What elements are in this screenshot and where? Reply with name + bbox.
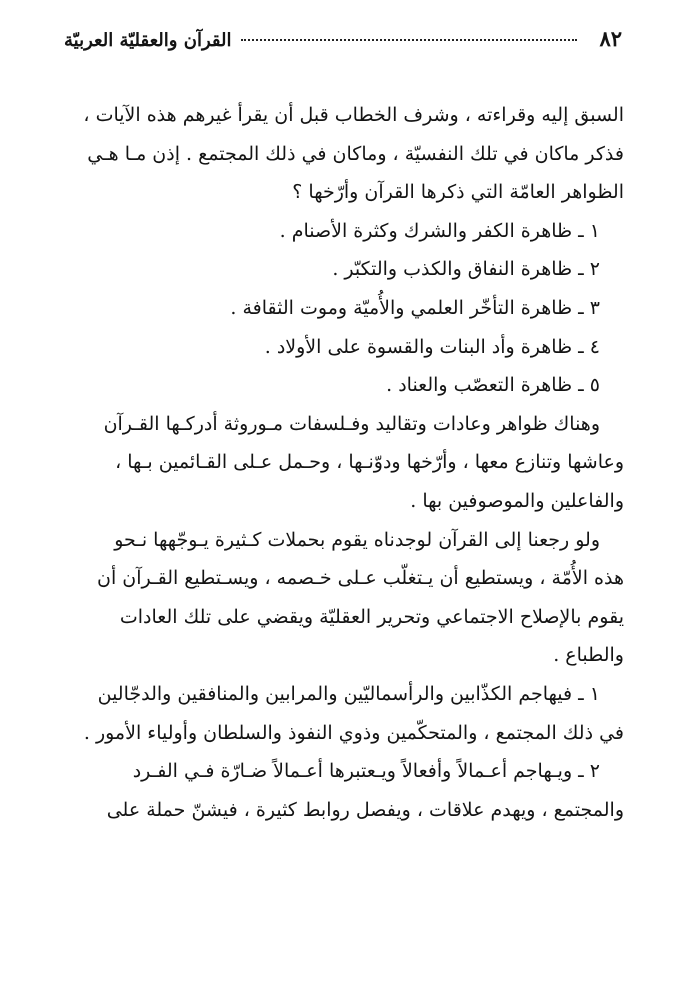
dotted-leader (241, 39, 577, 41)
page-header (64, 26, 622, 58)
text-line: في ذلك المجتمع ، والمتحكّمين وذوي النفوذ والسلطان وأولياء الأمور . (83, 721, 624, 744)
intro-paragraph (66, 96, 624, 212)
text-line: والطباع . (553, 644, 624, 667)
text-line: هذه الأُمّة ، ويستطيع أن يـتغلّب عـلى خـصمه ، ويسـتطيع القـرآن أن (97, 567, 624, 590)
text-line: يقوم بالإصلاح الاجتماعي وتحرير العقليّة ويقضي على تلك العادات (119, 605, 624, 628)
text-line: الظواهر العامّة التي ذكرها القرآن وأرّخها ؟ (292, 181, 624, 204)
numbered-point-1 (66, 675, 624, 752)
list-item: ١ ـ ظاهرة الكفر والشرك وكثرة الأصنام . (279, 219, 600, 242)
text-line: ولو رجعنا إلى القرآن لوجدناه يقوم بحملات كـثيرة يـوجّهها نـحو (114, 528, 600, 551)
phenomena-list (66, 212, 624, 405)
text-line: ٢ ـ ويـهاجم أعـمالاً وأفعالاً ويـعتبرها أعـمالاً ضـارّة فـي الفـرد (132, 760, 600, 783)
paragraph-traditions (66, 405, 624, 521)
list-item: ٣ ـ ظاهرة التأخّر العلمي والأُميّة وموت الثقافة . (230, 296, 600, 319)
page-number: ٨٢ (599, 26, 622, 51)
text-line: وعاشها وتنازع معها ، وأرّخها ودوّنـها ، وحـمل عـلى القـائمين بـها ، (115, 451, 624, 474)
text-line: وهناك ظواهر وعادات وتقاليد وفـلسفات مـوروثة أدركـها القـرآن (103, 412, 600, 435)
running-title: القرآن والعقليّة العربيّة (64, 30, 232, 51)
text-line: فذكر ماكان في تلك النفسيّة ، وماكان في ذلك المجتمع . إذن مـا هـي (87, 142, 624, 165)
text-line: ١ ـ فيهاجم الكذّابين والرأسماليّين والمرابين والمنافقين والدجّالين (97, 682, 600, 705)
numbered-point-2 (66, 752, 624, 829)
text-line: والفاعلين والموصوفين بها . (410, 489, 624, 512)
page-body (66, 96, 624, 829)
list-item: ٢ ـ ظاهرة النفاق والكذب والتكبّر . (332, 258, 600, 281)
list-item: ٤ ـ ظاهرة وأد البنات والقسوة على الأولاد . (264, 335, 600, 358)
list-item: ٥ ـ ظاهرة التعصّب والعناد . (386, 374, 600, 397)
paragraph-reform (66, 521, 624, 675)
text-line: والمجتمع ، ويهدم علاقات ، ويفصل روابط كثيرة ، فيشنّ حملة على (106, 798, 624, 821)
text-line: السبق إليه وقراءته ، وشرف الخطاب قبل أن يقرأ غيرهم هذه الآيات ، (83, 104, 624, 126)
